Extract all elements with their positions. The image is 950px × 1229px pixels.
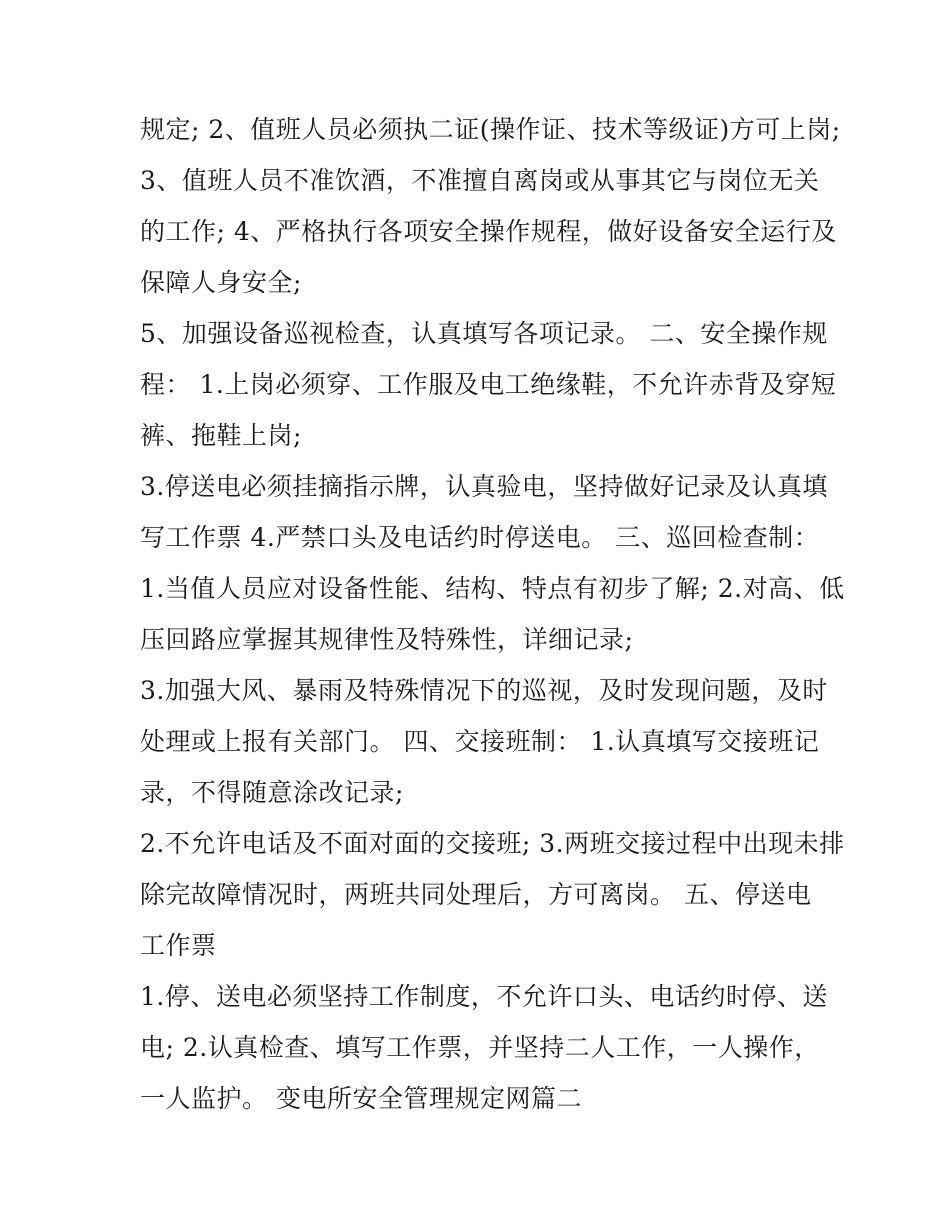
text-line: 电; 2.认真检查、填写工作票，并坚持二人工作，一人操作，: [140, 1033, 820, 1062]
text-line: 裤、拖鞋上岗;: [140, 421, 302, 450]
text-line: 工作票: [140, 931, 217, 960]
text-line: 规定; 2、值班人员必须执二证(操作证、技术等级证)方可上岗;: [140, 115, 841, 144]
text-line: 程： 1.上岗必须穿、工作服及电工绝缘鞋，不允许赤背及穿短: [140, 370, 837, 399]
text-line: 3.停送电必须挂摘指示牌，认真验电，坚持做好记录及认真填: [140, 472, 828, 501]
text-line: 除完故障情况时，两班共同处理后，方可离岗。 五、停送电: [140, 880, 812, 909]
text-line: 录，不得随意涂改记录;: [140, 778, 404, 807]
text-line: 2.不允许电话及不面对面的交接班; 3.两班交接过程中出现未排: [140, 829, 845, 858]
text-line: 压回路应掌握其规律性及特殊性，详细记录;: [140, 625, 634, 654]
text-line: 3、值班人员不准饮酒，不准擅自离岗或从事其它与岗位无关: [140, 166, 820, 195]
text-line: 3.加强大风、暴雨及特殊情况下的巡视，及时发现问题，及时: [140, 676, 828, 705]
text-line: 处理或上报有关部门。 四、交接班制： 1.认真填写交接班记: [140, 727, 820, 756]
text-line: 5、加强设备巡视检查，认真填写各项记录。 二、安全操作规: [140, 319, 828, 348]
text-line: 保障人身安全;: [140, 268, 302, 297]
text-line: 的工作; 4、严格执行各项安全操作规程，做好设备安全运行及: [140, 217, 837, 246]
document-page: [140, 104, 845, 1124]
text-line: 写工作票 4.严禁口头及电话约时停送电。 三、巡回检查制：: [140, 523, 820, 552]
text-line: 1.停、送电必须坚持工作制度，不允许口头、电话约时停、送: [140, 982, 828, 1011]
text-line: 一人监护。 变电所安全管理规定网篇二: [140, 1084, 582, 1113]
text-line: 1.当值人员应对设备性能、结构、特点有初步了解; 2.对高、低: [140, 574, 845, 603]
